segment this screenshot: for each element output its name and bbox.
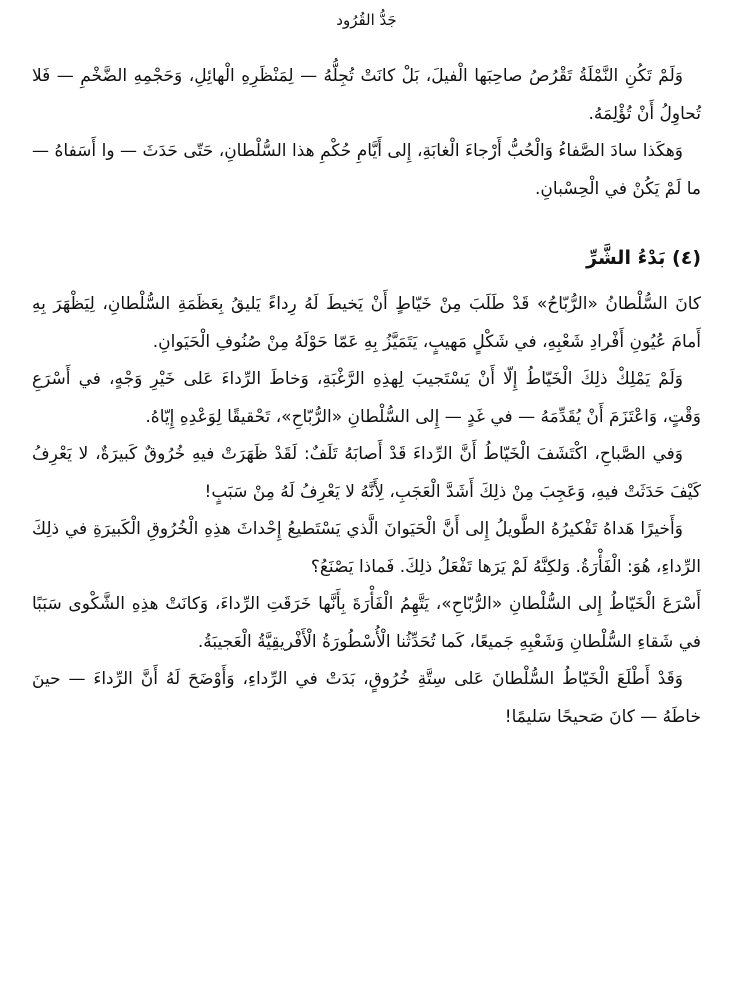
paragraph-tailor-sews-robe: وَلَمْ يَمْلِكْ ذلِكَ الْخَيّاطُ إِلّا أَنْ يَسْتَجيبَ لِهذِهِ الرَّغْبَةِ، وَخاطَ الرِّداءَ عَلى خَيْرِ وَجْهٍ، في أَسْرَعِ وَقْتٍ، وَاعْتَزَمَ أَنْ يُقَدِّمَهُ — في غَدٍ — إِلى السُّلْطانِ «الرُّبّاحِ»، تَحْقيقًا لِوَعْدِهِ إِيّاهُ. (32, 369, 701, 427)
paragraph-ant-and-elephant: وَلَمْ تَكُنِ النَّمْلَةُ تَقْرُصُ صاحِبَها الْفيلَ، بَلْ كانَتْ تُجِلُّهُ — لِمَنْظَرِهِ الْهائِلِ، وَحَجْمِهِ الضَّخْمِ — فَلا تُحاوِلُ أَنْ تُؤْلِمَهُ. (32, 66, 701, 124)
paragraph-tailor-accuses-mouse: أَسْرَعَ الْخَيّاطُ إِلى السُّلْطانِ «الرُّبّاحِ»، يَتَّهِمُ الْفَأْرَةَ بِأَنَّها خَرَقَتِ الرِّداءَ، وَكانَتْ هذِهِ الشَّكْوى سَبَبًا في شَقاءِ السُّلْطانِ وَشَعْبِهِ جَميعًا، كَما تُحَدِّثُنا الْأُسْطُورَةُ الْأَفْريقِيَّةُ الْعَجيبَةُ. (32, 594, 701, 652)
running-header: جَدُّ القُرُود (336, 11, 397, 29)
paragraph-six-holes: وَقَدْ أَطْلَعَ الْخَيّاطُ السُّلْطانَ عَلى سِتَّةِ خُرُوقٍ، بَدَتْ في الرِّداءِ، وَأَوْضَحَ لَهُ أَنَّ الرِّداءَ — حينَ خاطَهُ — كانَ صَحيحًا سَليمًا! (32, 669, 701, 727)
paragraph-holes-discovered: وَفي الصَّباحِ، اكْتَشَفَ الْخَيّاطُ أَنَّ الرِّداءَ قَدْ أَصابَهُ تَلَفٌ: لَقَدْ ظَهَرَتْ فيهِ خُرُوقٌ كَبيرَةٌ، لا يَعْرِفُ كَيْفَ حَدَثَتْ فيهِ، وَعَجِبَ مِنْ ذلِكَ أَشَدَّ الْعَجَبِ، لِأَنَّهُ لا يَعْرِفُ لَهُ مِنْ سَبَبٍ! (32, 444, 701, 502)
page-body (32, 58, 701, 736)
paragraph-sultan-robe-request: كانَ السُّلْطانُ «الرُّبّاحُ» قَدْ طَلَبَ مِنْ خَيّاطٍ أَنْ يَخيطَ لَهُ رِداءً يَليقُ بِعَظَمَةِ السُّلْطانِ، لِيَظْهَرَ بِهِ أَمامَ عُيُونِ أَفْرادِ شَعْبِهِ، في شَكْلٍ مَهيبٍ، يَتَمَيَّزُ بِهِ عَمّا حَوْلَهُ مِنْ صُنُوفِ الْحَيَوانِ. (32, 294, 701, 352)
paragraph-mouse-suspected: وَأَخيرًا هَداهُ تَفْكيرُهُ الطَّويلُ إِلى أَنَّ الْحَيَوانَ الَّذي يَسْتَطيعُ إِحْداثَ هذِهِ الْخُرُوقِ الْكَبيرَةِ في ذلِكَ الرِّداءِ، هُوَ: الْفَأْرَةُ. وَلكِنَّهُ لَمْ يَرَها تَفْعَلُ ذلِكَ. فَماذا يَصْنَعُ؟ (32, 519, 701, 577)
paragraph-peace-in-forest: وَهكَذا سادَ الصَّفاءُ وَالْحُبُّ أَرْجاءَ الْغابَةِ، إِلى أَيَّامِ حُكْمِ هذا السُّلْطانِ، حَتّى حَدَثَ — وا أَسَفاهُ — ما لَمْ يَكُنْ في الْحِسْبانِ. (32, 141, 701, 199)
section-title: (٤) بَدْءُ الشَّرِّ (586, 247, 701, 269)
